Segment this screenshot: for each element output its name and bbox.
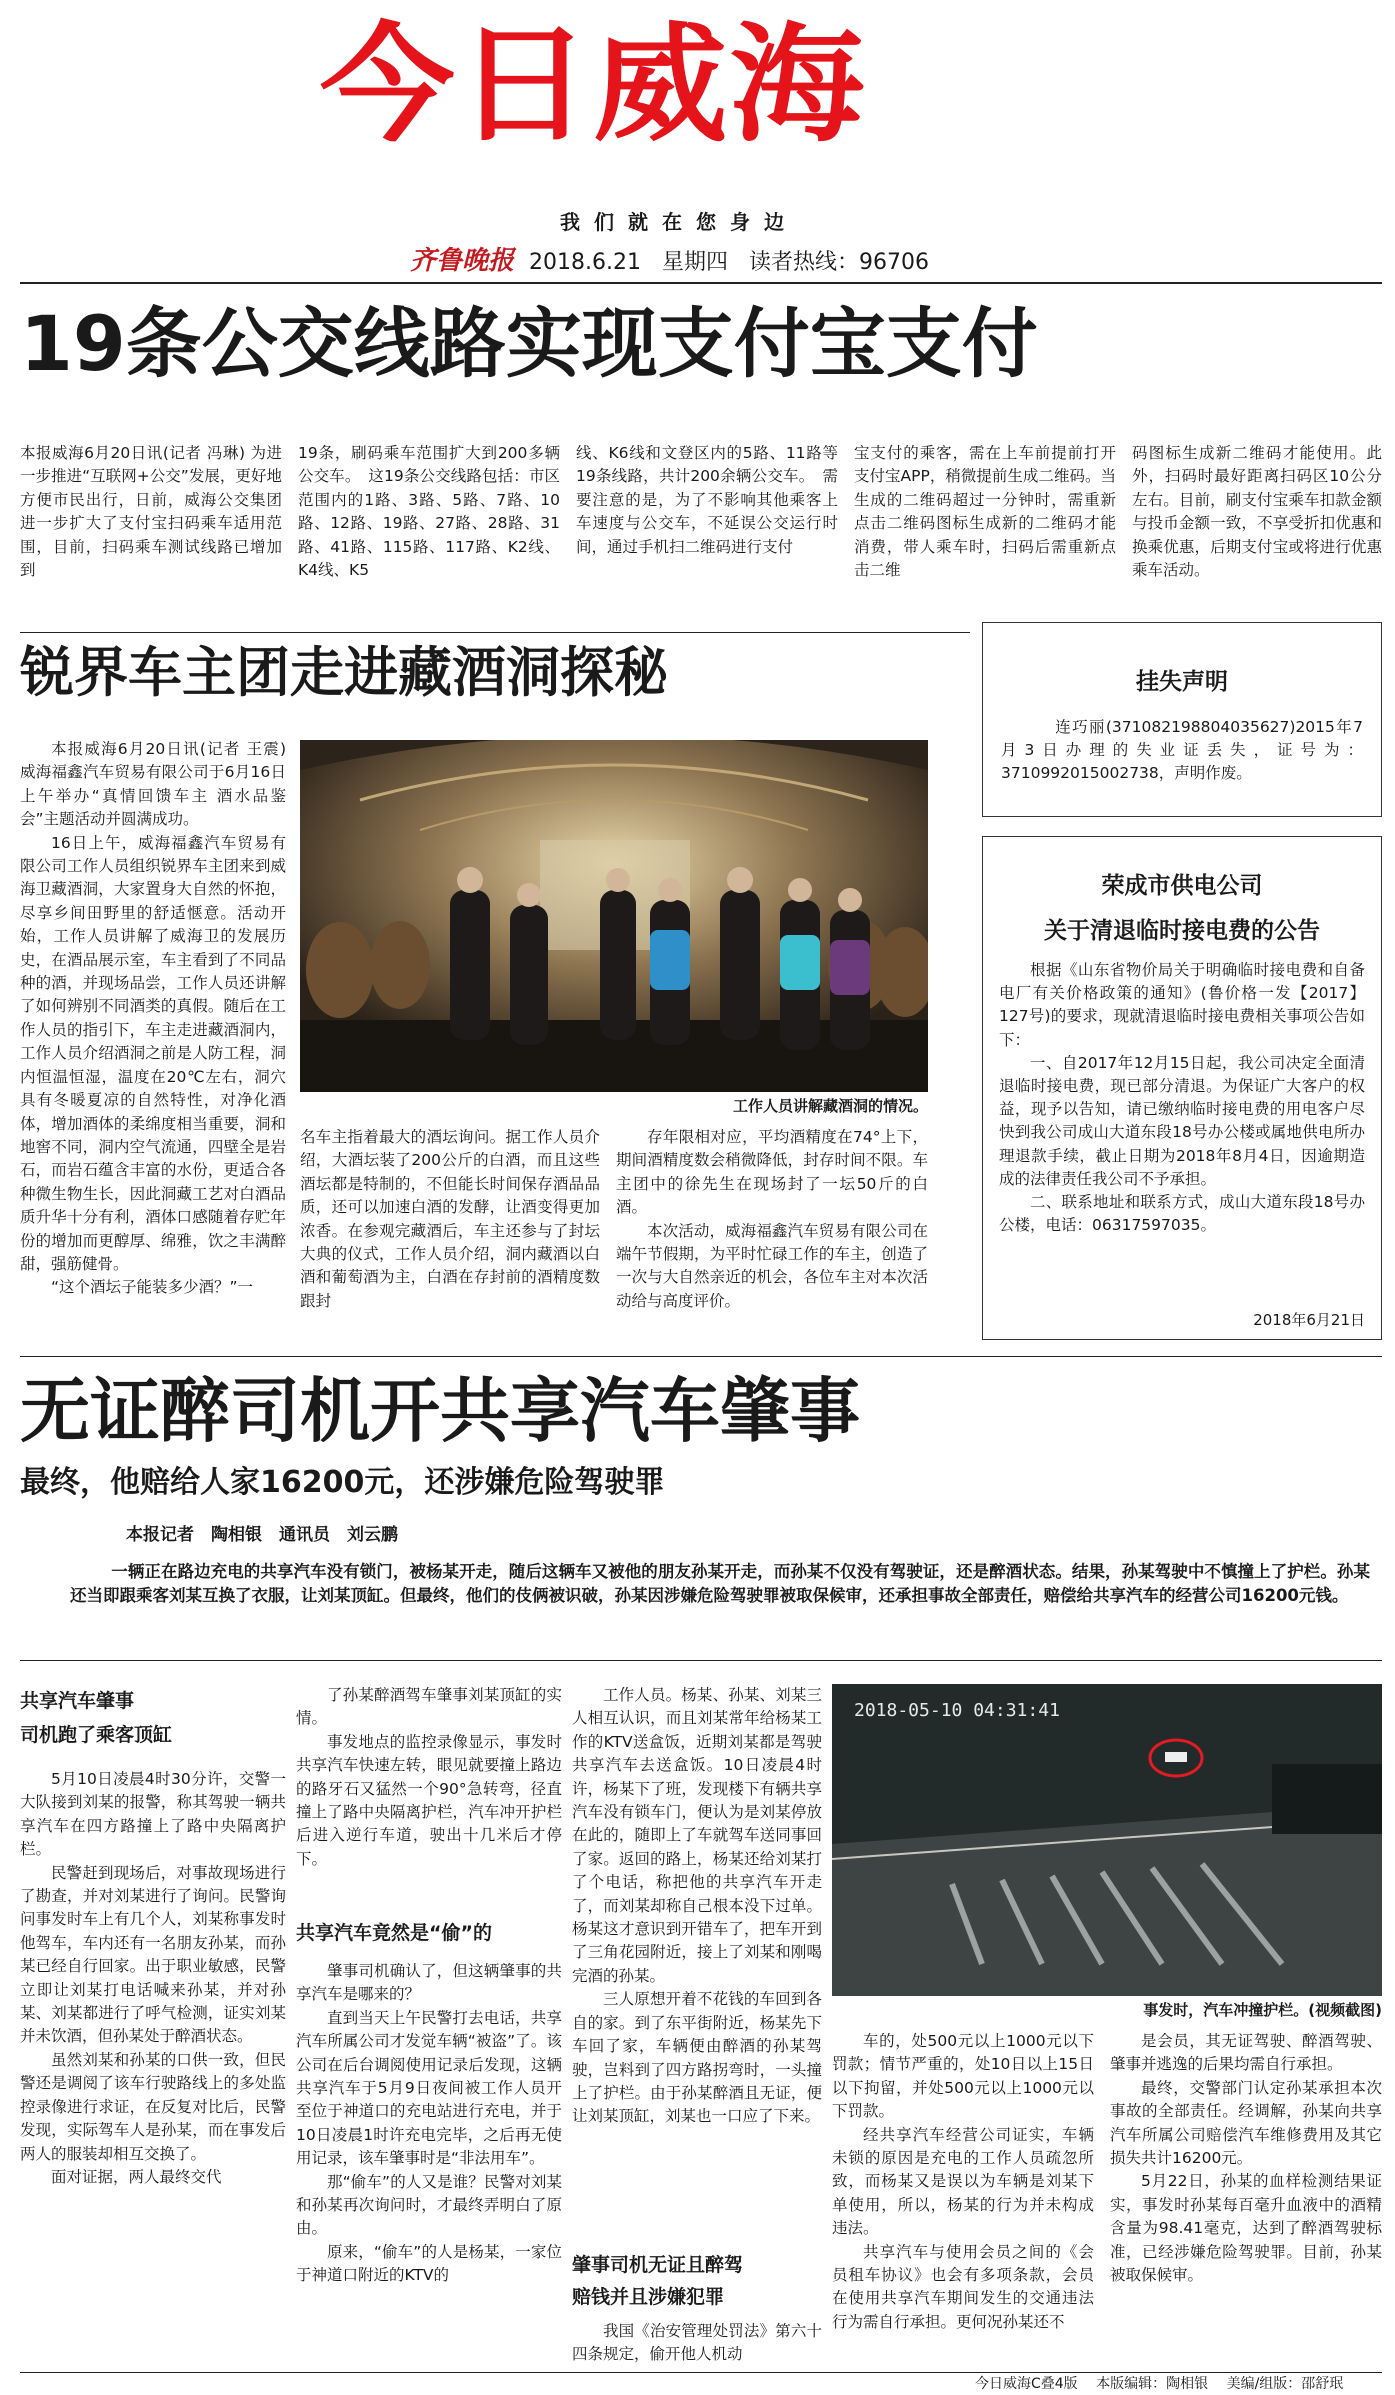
paragraph: 5月10日凌晨4时30分许，交警一大队接到刘某的报警，称其驾驶一辆共享汽车在四方路撞上了路中央隔离护栏。 [20,1770,286,1859]
paragraph: 我国《治安管理处罚法》第六十四条规定，偷开他人机动 [572,2322,822,2364]
paragraph: 事发地点的监控录像显示，事发时共享汽车快速左转，眼见就要撞上路边的路牙石又猛然一个90°急转弯，径直撞上了路中央隔离护栏，汽车冲开护栏后进入逆行车道，驶出十几米后才停下。 [296,1732,562,1868]
paragraph: 虽然刘某和孙某的口供一致，但民警还是调阅了该车行驶路线上的多处监控录像进行求证，在反复对比后，民警发现，实际驾车人是孙某，而在事发后两人的服装却相互交换了。 [20,2050,286,2163]
paragraph: 16日上午，威海福鑫汽车贸易有限公司工作人员组织锐界车主团来到威海卫藏酒洞，大家置身大自然的怀抱，尽享乡间田野里的舒适惬意。活动开始，工作人员讲解了威海卫的发展历史，在酒品展示室，车主看到了不同品种的酒，并现场品尝，工作人员还讲解了如何辨别不同酒类的真假。随后在工作人员的指引下，车主走进藏酒洞内，工作人员介绍酒洞之前是人防工程，洞内恒温恒湿，温度在20℃左右，洞穴具有冬暖夏凉的自然特性，对净化酒体，增加酒体的柔绵度相当重要，洞和地窖不同，洞内空气流通，四壁全是岩石，而岩石蕴含丰富的水份，更适合各种微生物生长，因此洞藏工艺对白酒品质升华十分有利，酒体口感随着存贮年份的增加而更醇厚、绵雅，饮之丰满醉甜，强筋健骨。 [20,833,286,1273]
story3-col2a [296,1684,562,1924]
story2-mid-col2 [616,1126,928,1340]
lost-notice-body: 连巧丽(371082198804035627)2015年7月3日办理的失业证丢失，证号为：3710992015002738，声明作废。 [1001,718,1363,782]
masthead-slogan: 我们就在您身边 [560,210,798,234]
lost-notice-title: 挂失声明 [1136,669,1228,695]
masthead-datebar [410,246,943,278]
paragraph: 最终，交警部门认定孙某承担本次事故的全部责任。经调解，孙某向共享汽车所属公司赔偿汽车维修费用及其它损失共计16200元。 [1110,2078,1382,2168]
paragraph: “这个酒坛子能装多少酒？”一 [51,1278,254,1297]
story1-rule [20,632,970,633]
story2-headline: 锐界车主团走进藏酒洞探秘 [20,641,668,704]
paragraph: 本报威海6月20日讯(记者 王震) 威海福鑫汽车贸易有限公司于6月16日上午举办“真情回馈车主 酒水品鉴会”主题活动并圆满成功。 [20,740,286,829]
paragraph: 二、联系地址和联系方式，成山大道东段18号办公楼，电话：06317597035。 [999,1193,1365,1235]
power-notice-company: 荣成市供电公司 [1101,873,1263,899]
paragraph: 5月22日，孙某的血样检测结果证实，事发时孙某每百毫升血液中的酒精含量为98.41毫克，达到了醉酒驾驶标准，已经涉嫌危险驾驶罪。目前，孙某被取保候审。 [1110,2172,1382,2285]
story1-col2: 19条，刷码乘车范围扩大到200多辆公交车。 这19条公交线路包括：市区范围内的1路、3路、5路、7路、10路、12路、19路、27路、28路、31路、41路、115路、117路、K2线、K4线、K5 [298,444,560,580]
story3-byline: 本报记者 陶相银 通讯员 刘云鹏 [126,1525,398,1545]
paragraph: 是会员，其无证驾驶、醉酒驾驶、肇事并逃逸的后果均需自行承担。 [1110,2032,1382,2074]
paragraph: 工作人员。杨某、孙某、刘某三人相互认识，而且刘某常年给杨某工作的KTV送盒饭，近期刘某都是驾驶共享汽车去送盒饭。10日凌晨4时许，杨某下了班，发现楼下有辆共享汽车没有锁车门，便认为是刘某停放在此的，随即上了车就驾车送同事回了家。返回的路上，杨某还给刘某打了个电话，称把他的共享汽车开走了，而刘某却称自己根本没下过单。杨某这才意识到开错车了，把车开到了三角花园附近，接上了刘某和刚喝完酒的孙某。 [572,1686,822,1985]
footer-editor: 本版编辑：陶相银 [1096,2376,1209,2392]
paragraph: 肇事司机确认了，但这辆肇事的共享汽车是哪来的？ [296,1962,562,2004]
story3-col3b [572,2320,822,2370]
story3-col2b [296,1960,562,2368]
paragraph: 面对证据，两人最终交代 [51,2167,222,2186]
story3-col3a [572,1684,822,2234]
paragraph: 直到当天上午民警打去电话，共享汽车所属公司才发觉车辆“被盗”了。该公司在后台调阅使用记录后发现，这辆共享汽车于5月9日夜间被工作人员开至位于神道口的充电站进行充电，并于10日凌晨1时许充电完毕，之后再无使用记录，该车肇事时是“非法用车”。 [296,2008,562,2168]
story1-col5: 码图标生成新二维码才能使用。此外，扫码时最好距离扫码区10公分左右。目前，刷支付宝乘车扣款金额与投币金额一致，不享受折扣优惠和换乘优惠，后期支付宝或将进行优惠乘车活动。 [1132,444,1382,580]
paragraph: 了孙某醉酒驾车肇事刘某顶缸的实情。 [296,1686,562,1728]
paragraph: 三人原想开着不花钱的车回到各自的家。到了东平街附近，杨某先下车回了家，车辆便由醉酒的孙某驾驶，岂料到了四方路拐弯时，一头撞上了护栏。由于孙某醉酒且无证，便让刘某顶缸，刘某也一口应了下来。 [572,1990,822,2126]
paragraph: 那“偷车”的人又是谁？民警对刘某和孙某再次询问时，才最终弄明白了原由。 [296,2172,562,2238]
paragraph: 本次活动，威海福鑫汽车贸易有限公司在端午节假期，为平时忙碌工作的车主，创造了一次与大自然亲近的机会，各位车主对本次活动给与高度评价。 [616,1221,928,1310]
story2-mid-col1: 名车主指着最大的酒坛询问。据工作人员介绍，大酒坛装了200公斤的白酒，而且这些酒坛都是特制的，不但能长时间保存酒品品质，还可以加速白酒的发酵，让酒变得更加浓香。在参观完藏酒后，车主还参与了封坛大典的仪式，工作人员介绍，洞内藏酒以白酒和葡萄酒为主，白酒在存封前的酒精度数跟封 [300,1128,600,1310]
story3-lead: 一辆正在路边充电的共享汽车没有锁门，被杨某开走，随后这辆车又被他的朋友孙某开走，而孙某不仅没有驾驶证，还是醉酒状态。结果，孙某驾驶中不慎撞上了护栏。孙某还当即跟乘客刘某互换了衣服，让刘某顶缸。但最终，他们的伎俩被识破，孙某因涉嫌危险驾驶罪被取保候审，还承担事故全部责任，赔偿给共享汽车的经营公司16200元钱。 [70,1562,1370,1605]
masthead-rule [20,282,1382,284]
paragraph: 民警赶到现场后，对事故现场进行了勘查，并对刘某进行了询问。民警询问事发时车上有几个人，刘某称事发时他驾车，车内还有一名朋友孙某，而孙某已经自行回家。出于职业敏感，民警立即让刘某打电话喊来孙某，并对孙某、刘某都进行了呼气检测，证实刘某并未饮酒，但孙某处于醉酒状态。 [20,1863,286,2046]
footer-edition: 今日威海C叠4版 [975,2376,1078,2392]
story3-lead-rule [20,1660,1382,1661]
story3-col5 [1110,2030,1382,2370]
footer-credits [975,2374,1343,2394]
issue-weekday: 星期四 [661,250,728,275]
crash-photo-caption: 事发时，汽车冲撞护栏。(视频截图) [1143,2001,1382,2019]
paragraph: 一、自2017年12月15日起，我公司决定全面清退临时接电费，现已部分清退。为保证广大客户的权益，现予以告知，请已缴纳临时接电费的用电客户尽快到我公司成山大道东段18号办公楼或属地供电所办理退款手续，截止日期为2018年8月4日，因逾期造成的法律责任我公司不予承担。 [999,1053,1365,1188]
crash-cctv-photo [832,1684,1382,1996]
footer-design: 美编/组版：邵舒珉 [1226,2376,1344,2392]
story3-col4 [832,2030,1094,2370]
story3-sub3b: 赔钱并且涉嫌犯罪 [572,2286,725,2308]
story1-col4: 宝支付的乘客，需在上车前提前打开支付宝APP，稍微提前生成二维码。当生成的二维码超过一分钟时，需重新点击二维码图标生成新的二维码才能消费，带人乘车时，扫码后需重新点击二维 [854,444,1116,580]
paragraph: 根据《山东省物价局关于明确临时接电费和自备电厂有关价格政策的通知》(鲁价格一发【2017】127号)的要求，现就清退临时接电费相关事项公告如下： [999,961,1365,1049]
story1-headline: 19条公交线路实现支付宝支付 [20,299,1038,388]
paragraph: 车的，处500元以上1000元以下罚款；情节严重的，处10日以上15日以下拘留，并处500元以上1000元以下罚款。 [832,2032,1094,2121]
issue-date: 2018.6.21 [529,250,641,275]
paragraph: 经共享汽车经营公司证实，车辆未锁的原因是充电的工作人员疏忽所致，而杨某又是误以为车辆是刘某下单使用，所以，杨某的行为并未构成违法。 [832,2125,1094,2238]
wine-cellar-illustration [300,740,928,1092]
story3-sub3a: 肇事司机无证且醉驾 [572,2254,744,2276]
power-notice-date: 2018年6月21日 [1253,1311,1365,1329]
story1-col1: 本报威海6月20日讯(记者 冯琳) 为进一步推进“互联网+公交”发展，更好地方便市民出行，日前，威海公交集团进一步扩大了支付宝扫码乘车适用范围，目前，扫码乘车测试线路已增加到 [20,444,282,580]
cctv-timestamp: 2018-05-10 04:31:41 [854,1700,1060,1721]
story3-subhead: 最终，他赔给人家16200元，还涉嫌危险驾驶罪 [20,1465,665,1500]
story2-left-col [20,738,286,1340]
footer-rule [20,2372,1382,2373]
story3-sub1b: 司机跑了乘客顶缸 [20,1724,173,1746]
wine-photo-caption: 工作人员讲解藏酒洞的情况。 [732,1097,928,1115]
story2-rule [20,1356,1382,1357]
story3-col1 [20,1768,286,2368]
reader-hotline: 读者热线：96706 [749,250,929,275]
story3-sub1a: 共享汽车肇事 [20,1690,135,1712]
paper-logo: 齐鲁晚报 [410,246,515,276]
power-notice-body [999,959,1365,1303]
paragraph: 共享汽车与使用会员之间的《会员租车协议》也会有多项条款，会员在使用共享汽车期间发生的交通违法行为需自行承担。更何况孙某还不 [832,2242,1094,2331]
power-notice-box [982,836,1382,1340]
story3-headline: 无证醉司机开共享汽车肇事 [20,1370,860,1452]
crash-cctv-illustration [832,1684,1382,1996]
masthead-title: 今日威海 [320,11,867,160]
wine-cellar-photo [300,740,928,1092]
story1-col3: 线、K6线和文登区内的5路、11路等19条线路，共计200余辆公交车。 需要注意的是，为了不影响其他乘客上车速度与公交车，不延误公交运行时间，通过手机扫二维码进行支付 [576,444,838,556]
story3-sub2: 共享汽车竟然是“偷”的 [296,1922,492,1944]
paragraph: 存年限相对应，平均酒精度在74°上下，期间酒精度数会稍微降低，封存时间不限。车主团中的徐先生在现场封了一坛50斤的白酒。 [616,1128,928,1217]
lost-notice-box [982,622,1382,817]
paragraph: 原来，“偷车”的人是杨某，一家位于神道口附近的KTV的 [296,2242,562,2285]
power-notice-title: 关于清退临时接电费的公告 [1044,918,1320,944]
